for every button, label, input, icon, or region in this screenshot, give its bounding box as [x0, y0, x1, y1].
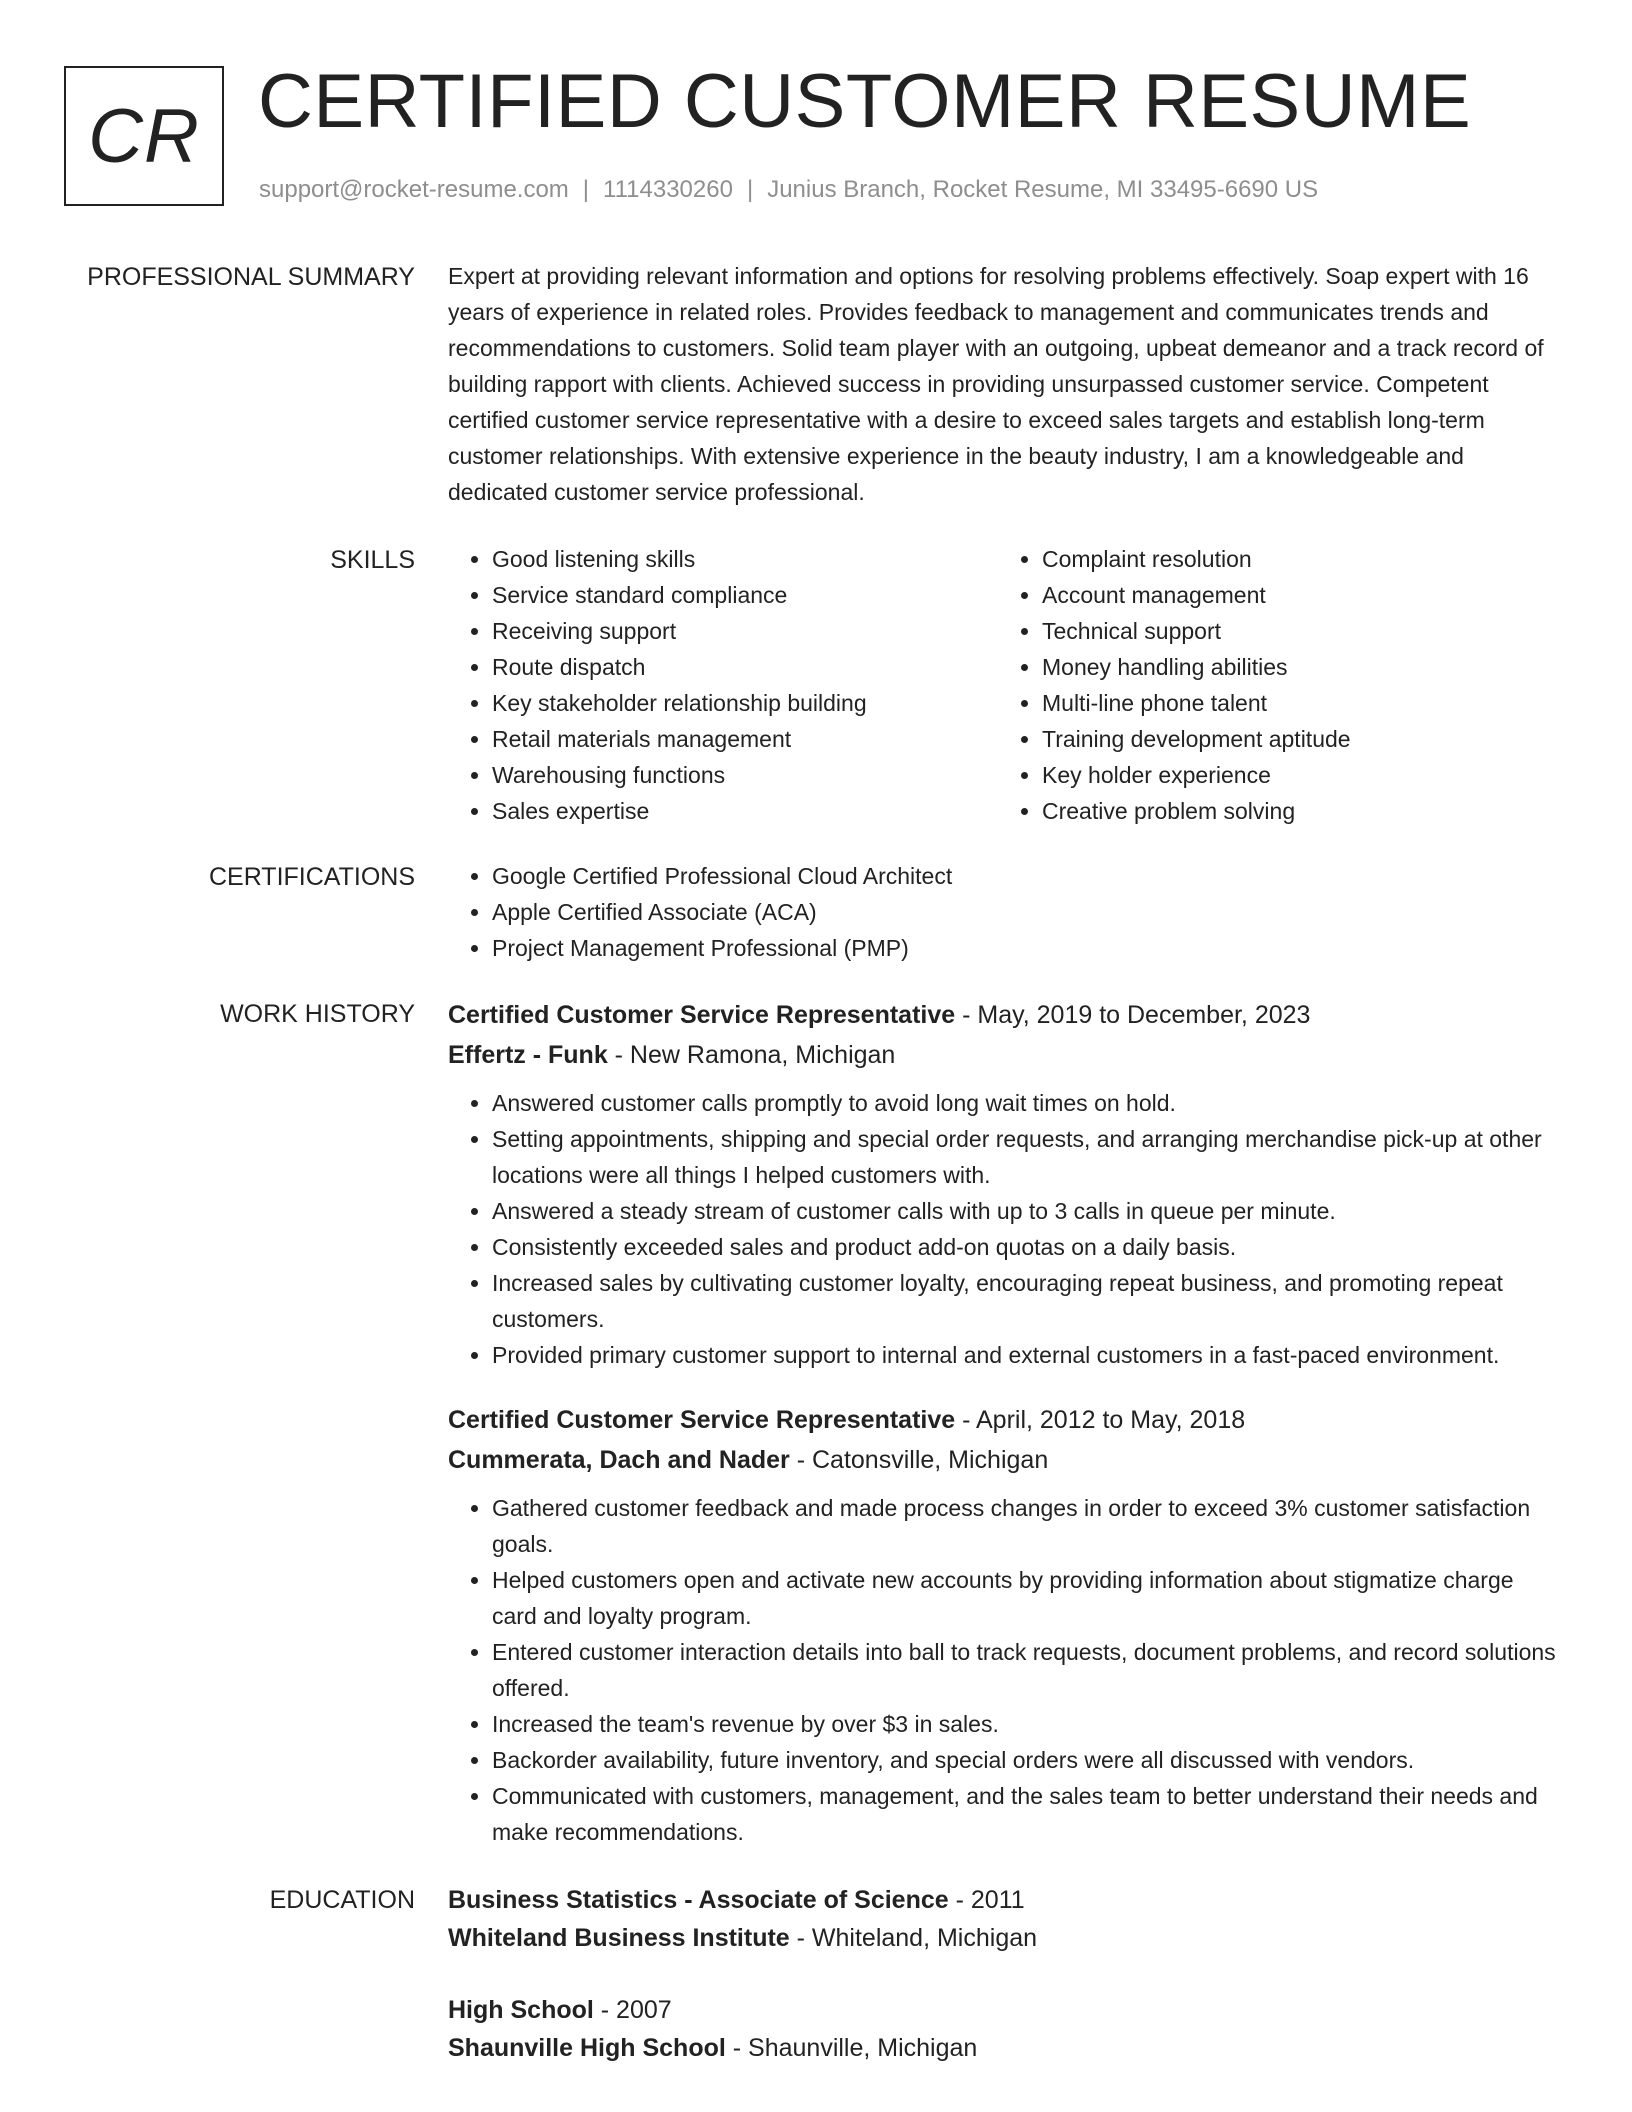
certifications-section [0, 858, 1632, 966]
education-school-line [448, 1919, 1563, 1957]
work-history-section [0, 995, 1632, 1850]
certifications-body [448, 858, 1563, 966]
certification-item: • Google Certified Professional Cloud Architect [492, 858, 1563, 894]
skill-item: • Creative problem solving [1042, 793, 1548, 829]
job-bullet: • Provided primary customer support to internal and external customers in a fast-paced environment. [492, 1337, 1563, 1373]
skills-list-left [448, 541, 998, 829]
education-year: - 2007 [593, 1996, 672, 2024]
job-bullet: • Gathered customer feedback and made process changes in order to exceed 3% customer satisfaction goals. [492, 1490, 1563, 1562]
skill-item: • Key holder experience [1042, 757, 1548, 793]
job-title: Certified Customer Service Representative [448, 1001, 956, 1029]
education-degree-line [448, 1881, 1563, 1919]
contact-line [259, 176, 1318, 204]
skill-item: • Multi-line phone talent [1042, 685, 1548, 721]
skill-item: • Key stakeholder relationship building [492, 685, 998, 721]
skill-item: • Sales expertise [492, 793, 998, 829]
section-label-skills: SKILLS [330, 546, 415, 574]
education-entry [448, 1991, 1563, 2067]
contact-email[interactable]: support@rocket-resume.com [259, 176, 569, 203]
job-entry [448, 1400, 1563, 1850]
skill-item: • Service standard compliance [492, 577, 998, 613]
summary-text: Expert at providing relevant information and options for resolving problems effectively. Soap expert with 16 years of experience in related roles. Provides feedback to management and communicates trends and recommendations to customers. Solid team player with an outgoing, upbeat demeanor and a track record of building rapport with clients. Achieved success in providing unsurpassed customer service. Competent certified customer service representative with a desire to exceed sales targets and establish long-term customer relationships. With extensive experience in the beauty industry, I am a knowledgeable and dedicated customer service professional. [448, 263, 1544, 505]
job-title-line [448, 995, 1563, 1035]
education-degree: Business Statistics - Associate of Science [448, 1886, 949, 1914]
job-bullet: • Consistently exceeded sales and product add-on quotas on a daily basis. [492, 1229, 1563, 1265]
contact-separator: | [582, 176, 590, 203]
section-label-summary: PROFESSIONAL SUMMARY [87, 263, 415, 291]
skill-item: • Account management [1042, 577, 1548, 613]
skills-body [448, 541, 1563, 829]
job-dates: - April, 2012 to May, 2018 [955, 1406, 1246, 1434]
job-company: Effertz - Funk [448, 1041, 608, 1069]
work-history-body [448, 995, 1563, 1850]
certification-item: • Apple Certified Associate (ACA) [492, 894, 1563, 930]
education-section [0, 1881, 1632, 2067]
job-bullets [448, 1490, 1563, 1850]
summary-section [0, 258, 1632, 510]
education-degree-line [448, 1991, 1563, 2029]
skill-item: • Money handling abilities [1042, 649, 1548, 685]
skill-item: • Warehousing functions [492, 757, 998, 793]
job-bullet: • Answered a steady stream of customer calls with up to 3 calls in queue per minute. [492, 1193, 1563, 1229]
contact-address: Junius Branch, Rocket Resume, MI 33495-6690 US [767, 176, 1319, 203]
education-school: Shaunville High School [448, 2034, 726, 2062]
education-location: - Shaunville, Michigan [725, 2034, 978, 2062]
skills-grid [448, 541, 1563, 829]
job-company: Cummerata, Dach and Nader [448, 1446, 790, 1474]
skill-item: • Training development aptitude [1042, 721, 1548, 757]
skill-item: • Retail materials management [492, 721, 998, 757]
education-entry [448, 1881, 1563, 1957]
summary-body [448, 258, 1563, 510]
education-body [448, 1881, 1563, 2067]
job-title: Certified Customer Service Representative [448, 1406, 956, 1434]
job-bullet: • Answered customer calls promptly to avoid long wait times on hold. [492, 1085, 1563, 1121]
resume-name: CERTIFIED CUSTOMER RESUME [258, 59, 1472, 144]
contact-phone[interactable]: 1114330260 [603, 176, 733, 203]
skills-section [0, 541, 1632, 829]
education-school: Whiteland Business Institute [448, 1924, 790, 1952]
skills-list-right [998, 541, 1548, 829]
job-bullet: • Increased the team's revenue by over $3 in sales. [492, 1706, 1563, 1742]
job-bullet: • Setting appointments, shipping and special order requests, and arranging merchandise pick-up at other locations were all things I helped customers with. [492, 1121, 1563, 1193]
job-title-line [448, 1400, 1563, 1440]
skill-item: • Technical support [1042, 613, 1548, 649]
skills-column-left [448, 541, 998, 829]
section-label-education: EDUCATION [269, 1886, 415, 1914]
job-company-line [448, 1440, 1563, 1480]
job-bullet: • Communicated with customers, management, and the sales team to better understand their needs and make recommendations. [492, 1778, 1563, 1850]
job-location: - New Ramona, Michigan [607, 1041, 896, 1069]
skill-item: • Complaint resolution [1042, 541, 1548, 577]
skill-item: • Good listening skills [492, 541, 998, 577]
job-dates: - May, 2019 to December, 2023 [955, 1001, 1311, 1029]
job-bullet: • Backorder availability, future inventory, and special orders were all discussed with vendors. [492, 1742, 1563, 1778]
job-bullet: • Increased sales by cultivating customer loyalty, encouraging repeat business, and promoting repeat customers. [492, 1265, 1563, 1337]
job-bullet: • Entered customer interaction details into ball to track requests, document problems, and record solutions offered. [492, 1634, 1563, 1706]
monogram: CR [64, 66, 224, 206]
education-school-line [448, 2029, 1563, 2067]
education-degree: High School [448, 1996, 594, 2024]
resume-content [0, 258, 1632, 2067]
job-location: - Catonsville, Michigan [789, 1446, 1049, 1474]
job-bullet: • Helped customers open and activate new accounts by providing information about stigmatize charge card and loyalty program. [492, 1562, 1563, 1634]
job-entry [448, 995, 1563, 1373]
skill-item: • Receiving support [492, 613, 998, 649]
contact-separator: | [746, 176, 754, 203]
skills-column-right [998, 541, 1548, 829]
job-bullets [448, 1085, 1563, 1373]
education-location: - Whiteland, Michigan [789, 1924, 1038, 1952]
job-company-line [448, 1035, 1563, 1075]
education-year: - 2011 [948, 1886, 1025, 1914]
section-label-certifications: CERTIFICATIONS [208, 863, 415, 891]
section-label-work-history: WORK HISTORY [220, 1000, 415, 1028]
skill-item: • Route dispatch [492, 649, 998, 685]
certifications-list [448, 858, 1563, 966]
certification-item: • Project Management Professional (PMP) [492, 930, 1563, 966]
